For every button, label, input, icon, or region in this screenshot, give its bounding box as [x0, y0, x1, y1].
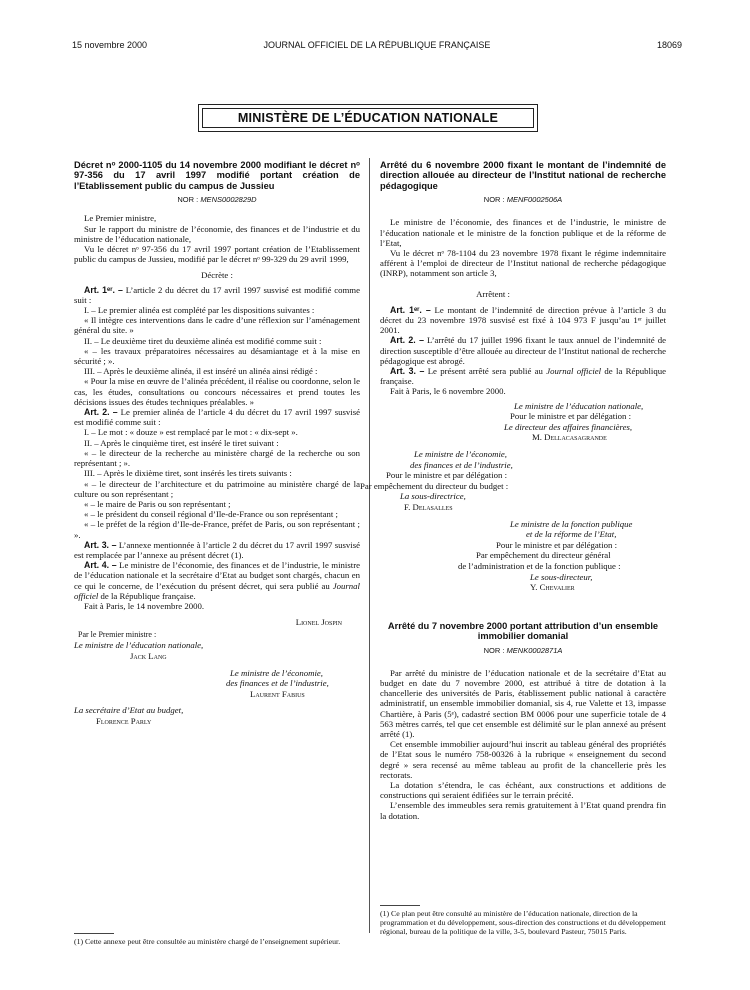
arrete1-s2-c: Pour le ministre et par délégation :: [386, 470, 508, 481]
running-header: [72, 40, 682, 54]
decree-p3: Vu le décret nᵒ 97-356 du 17 avril 1997 portant création de l’Etablissement public du campus de Jussieu, modifié par le décret nᵒ 99-329 du 29 avril 1999,: [74, 244, 360, 265]
arrete1-art2: Art. 2. – L’arrêté du 17 juillet 1996 fixant le taux annuel de l’indemnité de direction susceptible d’être allouée au directeur de l’Institut national de recherche pédagogique est abrogé.: [380, 335, 666, 366]
arrete1-s3-g: Y. Chevalier: [530, 582, 575, 593]
decree-art2-iii: III. – Après le dixième tiret, sont insérés les tirets suivants :: [84, 468, 292, 479]
arrete1-s2-f: F. Delasalles: [404, 502, 453, 513]
decree-art1-i-quote: « Il intègre ces interventions dans le cadre d’une réflexion sur l’aménagement général du site. »: [74, 315, 360, 336]
arrete1-art3: Art. 3. – Le présent arrêté sera publié au Journal officiel de la République française.: [380, 366, 666, 387]
decree-decrete: Décrète :: [201, 270, 233, 281]
arrete1-fait: Fait à Paris, le 6 novembre 2000.: [390, 386, 506, 397]
sig-par-pm: Par le Premier ministre :: [78, 629, 157, 639]
arrete1-s1-b: Pour le ministre et par délégation :: [510, 411, 632, 422]
arrete1-nor-code: MENF0002506A: [506, 195, 563, 205]
arrete2-nor-code: MENK0002871A: [506, 645, 563, 655]
arrete1-s3-e: de l’administration et de la fonction publique :: [458, 560, 621, 571]
sig-jospin: Lionel Jospin: [295, 617, 342, 628]
sig-lang: Jack Lang: [130, 650, 167, 661]
arrete2-title: Arrêté du 7 novembre 2000 portant attribution d’un ensemble immobilier domanial: [387, 620, 659, 642]
decree-art1-iii-quote: « Pour la mise en œuvre de l’alinéa précédent, il réalise ou coordonne, selon le cas, les études, consultations ou concours nécessaires et prend toutes les décisions issues des études techniques préalables. »: [74, 376, 360, 407]
arrete1-arretent: Arrêtent :: [476, 288, 510, 299]
decree-fait: Fait à Paris, le 14 novembre 2000.: [84, 600, 205, 611]
decree-nor-code: MENS0002829D: [200, 195, 257, 205]
decree-title: Décret nᵒ 2000-1105 du 14 novembre 2000 modifiant le décret nᵒ 97-356 du 17 avril 1997 modifié portant création de l’Etablissement public du campus de Jussieu: [74, 160, 360, 191]
decree-art1-ii: II. – Le deuxième tiret du deuxième alinéa est modifié comme suit :: [84, 335, 322, 346]
arrete2-b3: La dotation s’étendra, le cas échéant, aux constructions et additions de constructions qui seraient édifiées sur le terrain précité.: [380, 780, 666, 801]
decree-art2-ii-quote: « – le directeur de la recherche au ministère chargé de la recherche ou son représentant ; ».: [74, 447, 360, 469]
decree-art1: Art. 1ᵉʳ. – L’article 2 du décret du 17 avril 1997 susvisé est modifié comme suit :: [74, 284, 360, 305]
decree-art1-i: I. – Le premier alinéa est complété par les dispositions suivantes :: [84, 305, 315, 316]
header-date: 15 novembre 2000: [72, 40, 148, 50]
right-column: [360, 160, 666, 821]
header-page-number: 18069: [656, 40, 682, 50]
arrete1-s2-e: La sous-directrice,: [400, 491, 466, 502]
decree-art1-ii-quote: « – les travaux préparatoires nécessaires au désamiantage et à la mise en sécurité ; ».: [74, 345, 360, 367]
column-divider: [369, 158, 370, 933]
arrete1-p2: Vu le décret nᵒ 78-1104 du 23 novembre 1978 fixant le régime indemnitaire afférent à l’emploi de directeur de l’Institut national de recherche pédagogique (INRP), notamment son article 3,: [380, 248, 666, 279]
decree-art2-i: I. – Le mot : « douze » est remplacé par le mot : « dix-sept ».: [84, 427, 298, 438]
decree-p1: Le Premier ministre,: [84, 213, 157, 224]
decree-art1-iii: III. – Après le deuxième alinéa, il est inséré un alinéa ainsi rédigé :: [84, 366, 318, 377]
arrete2-b1: Par arrêté du ministre de l’éducation nationale et de la secrétaire d’Etat au budget en date du 7 novembre 2000, est attribué à titre de dotation à la chancellerie des universités de Paris, établissement public national à caractère administratif, un ensemble immobilier domanial, sis 4, rue Valette et 13, impasse Chartière, à Paris (5ᵉ), cadastré section BM 0006 pour une superficie totale de 4 563 mètres carrés, tel que cet ensemble est délimité sur le plan annexé au présent arrêté (1).: [380, 667, 666, 739]
arrete1-s1-d: M. Dellacasagrande: [532, 432, 607, 443]
right-footnote: (1) Ce plan peut être consulté au ministère de l’éducation nationale, direction de la programmation et du développement, sous-direction des constructions et du développement régional, bureau de la politique de la ville, 3-5, boulevard Pasteur, 75015 Paris.: [380, 909, 666, 936]
decree-p2: Sur le rapport du ministre de l’économie, des finances et de l’industrie et du ministre de l’éducation nationale,: [74, 223, 360, 244]
arrete2-b2: Cet ensemble immobilier aujourd’hui inscrit au tableau général des propriétés de l’Etat sous le numéro 758-00326 à la rubrique « enseignement du second degré » sera recensé au même tableau au profit de la chancellerie près les rectorats.: [380, 739, 666, 780]
arrete1-s3-a: Le ministre de la fonction publique: [510, 518, 633, 529]
arrete2-b4: L’ensemble des immeubles sera remis gratuitement à l’Etat quand prendra fin la dotation.: [380, 800, 666, 821]
arrete1-art1: Art. 1ᵉʳ. – Le montant de l’indemnité de direction prévue à l’article 3 du décret du 23 novembre 1978 susvisé est fixé à 104 973 F jusqu’au 1ᵉʳ juillet 2001.: [380, 304, 666, 336]
sig-min-edu: Le ministre de l’éducation nationale,: [74, 640, 204, 651]
ministry-box: [198, 104, 538, 132]
right-footnote-rule: [380, 905, 420, 906]
decree-nor: NOR : MENS0002829D: [177, 195, 257, 205]
sig-parly: Florence Parly: [96, 715, 152, 726]
decree-art4: Art. 4. – Le ministre de l’économie, des finances et de l’industrie, le ministre de l’éducation nationale et la secrétaire d’Etat au budget sont chargés, chacun en ce qui le concerne, de l’exécution du présent décret, qui sera publié au Journal officiel de la République française.: [74, 560, 360, 601]
decree-art2: Art. 2. – Le premier alinéa de l’article 4 du décret du 17 avril 1997 susvisé est modifié comme suit :: [74, 407, 360, 428]
ministry-title: MINISTÈRE DE L’ÉDUCATION NATIONALE: [202, 108, 534, 128]
decree-art2-iii-quote-4: « – le préfet de la région d’Ile-de-France, préfet de Paris, ou son représentant ; ».: [74, 519, 360, 540]
arrete1-s1-c: Le directeur des affaires financières,: [504, 421, 633, 432]
arrete1-s2-b: des finances et de l’industrie,: [410, 459, 513, 470]
left-footnote-rule: [74, 933, 114, 934]
arrete1-s2-a: Le ministre de l’économie,: [414, 449, 507, 460]
decree-art2-iii-quote-3: « – le président du conseil régional d’Ile-de-France ou son représentant ;: [84, 509, 338, 520]
arrete1-s3-b: et de la réforme de l’Etat,: [526, 529, 617, 540]
arrete1-s3-c: Pour le ministre et par délégation :: [496, 539, 618, 550]
arrete1-s3-d: Par empêchement du directeur général: [476, 550, 611, 561]
decree-art3: Art. 3. – L’annexe mentionnée à l’article 2 du décret du 17 avril 1997 susvisé est remplacée par l’annexe au présent décret (1).: [74, 539, 360, 560]
arrete1-nor: NOR : MENF0002506A: [483, 195, 563, 205]
sig-budget: La secrétaire d’Etat au budget,: [74, 705, 184, 716]
sig-min-eco-2: des finances et de l’industrie,: [226, 678, 329, 689]
decree-art2-iii-quote-1: « – le directeur de l’architecture et du patrimoine au ministère chargé de la culture ou son représentant ;: [74, 478, 360, 499]
left-footnote: (1) Cette annexe peut être consultée au ministère chargé de l’enseignement supérieur.: [74, 937, 341, 946]
decree-art2-iii-quote-2: « – le maire de Paris ou son représentant ;: [84, 498, 231, 509]
arrete1-title: Arrêté du 6 novembre 2000 fixant le montant de l’indemnité de direction allouée au directeur de l’Institut national de recherche pédagogique: [380, 160, 666, 191]
sig-min-eco-1: Le ministre de l’économie,: [230, 667, 323, 678]
left-column: [74, 160, 360, 726]
arrete1-s3-f: Le sous-directeur,: [530, 571, 593, 582]
header-journal: JOURNAL OFFICIEL DE LA RÉPUBLIQUE FRANÇAISE: [263, 40, 491, 50]
arrete1-s1-a: Le ministre de l’éducation nationale,: [514, 400, 644, 411]
arrete1-s2-d: Par empêchement du directeur du budget :: [360, 480, 509, 491]
arrete2-nor: NOR : MENK0002871A: [483, 645, 563, 655]
arrete1-p1: Le ministre de l’économie, des finances et de l’industrie, le ministre de l’éducation nationale et le ministre de la fonction publique et de la réforme de l’Etat,: [380, 217, 666, 248]
sig-fabius: Laurent Fabius: [250, 688, 305, 699]
decree-art2-ii: II. – Après le cinquième tiret, est inséré le tiret suivant :: [84, 437, 279, 448]
